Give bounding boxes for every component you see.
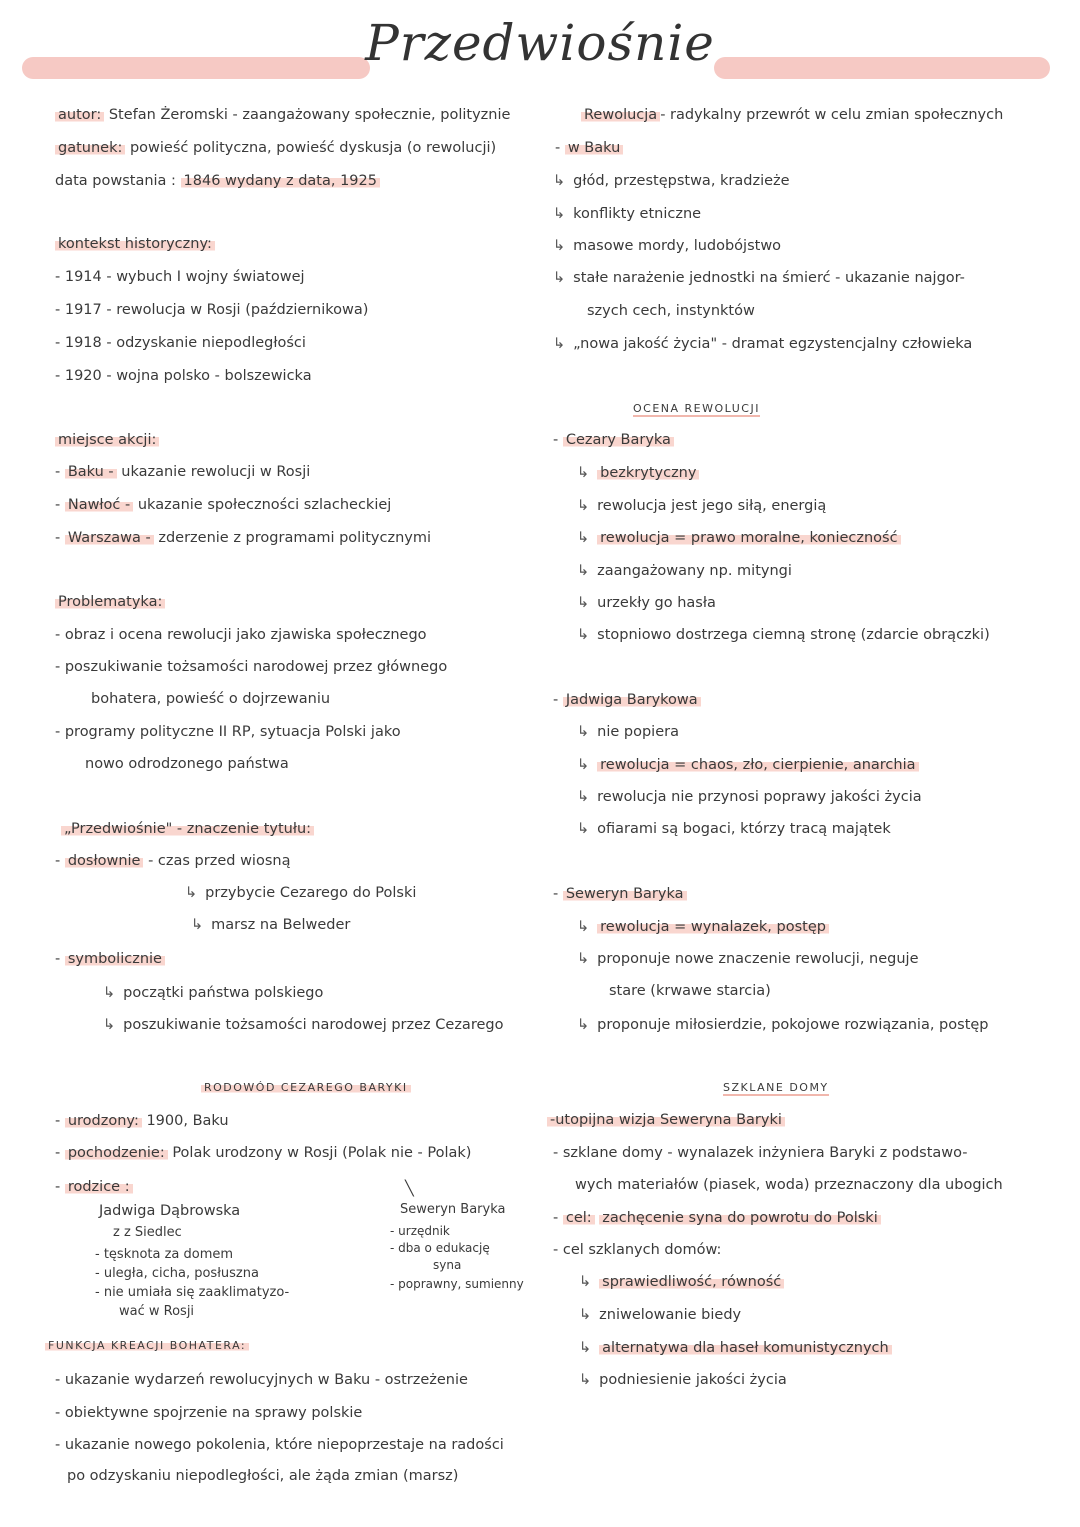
funkcja-line: - ukazanie nowego pokolenia, które niepoprzestaje na radości — [55, 1438, 504, 1453]
jadwiga-item: ↳ ofiarami są bogaci, którzy tracą majątek — [577, 821, 891, 837]
matka-item: wać w Rosji — [119, 1304, 195, 1319]
tytul-heading: „Przedwiośnie" - znaczenie tytułu: — [61, 822, 314, 837]
doslownie-item: ↳ przybycie Cezarego do Polski — [185, 885, 417, 901]
cezary-item: ↳ urzekły go hasła — [577, 595, 716, 611]
problematyka-line: nowo odrodzonego państwa — [85, 756, 289, 772]
kontekst-item: - 1918 - odzyskanie niepodległości — [55, 336, 306, 351]
funkcja-line: - ukazanie wydarzeń rewolucyjnych w Baku - ostrzeżenie — [55, 1373, 468, 1388]
cezary-item: ↳ zaangażowany np. mityngi — [577, 563, 792, 579]
szklane-cel2: - cel szklanych domów: — [553, 1243, 721, 1258]
cezary-item: ↳ bezkrytyczny — [577, 466, 699, 481]
kontekst-item: - 1917 - rewolucja w Rosji (październikowa) — [55, 303, 368, 318]
matka-item: - uległa, cicha, posłuszna — [95, 1267, 259, 1280]
rewolucja-item: ↳ konflikty etniczne — [553, 206, 702, 222]
seweryn-item: ↳ rewolucja = wynalazek, postęp — [577, 920, 829, 935]
kontekst-item: - 1920 - wojna polsko - bolszewicka — [55, 369, 312, 384]
rewolucja-sub: - w Baku — [555, 141, 623, 156]
ojciec-item: - dba o edukację — [390, 1242, 490, 1254]
jadwiga-item: ↳ rewolucja nie przynosi poprawy jakości życia — [577, 789, 922, 805]
miejsce-item: - Warszawa - zderzenie z programami politycznymi — [55, 530, 432, 546]
ocena-heading: OCENA REWOLUCJI — [633, 402, 760, 415]
szklane-cel2-item: ↳ podniesienie jakości życia — [579, 1372, 787, 1388]
szklane-utopia: -utopijna wizja Seweryna Baryki — [547, 1113, 785, 1128]
symbolicznie-item: ↳ poszukiwanie tożsamości narodowej przez Cezarego — [103, 1017, 504, 1033]
miejsce-heading: miejsce akcji: — [55, 433, 159, 448]
jadwiga-item: ↳ rewolucja = chaos, zło, cierpienie, anarchia — [577, 758, 919, 773]
funkcja-line: po odzyskaniu niepodległości, ale żąda zmian (marsz) — [67, 1468, 459, 1484]
matka-sub: z z Siedlec — [113, 1225, 182, 1240]
szklane-cel: - cel: zachęcenie syna do powrotu do Polski — [553, 1211, 881, 1226]
matka-name: Jadwiga Dąbrowska — [99, 1203, 241, 1219]
rewolucja-item: ↳ „nowa jakość życia" - dramat egzystencjalny człowieka — [553, 336, 973, 352]
kontekst-item: - 1914 - wybuch I wojny światowej — [55, 270, 305, 285]
urodzony-line: - urodzony: 1900, Baku — [55, 1113, 229, 1129]
problematyka-line: - obraz i ocena rewolucji jako zjawiska społecznego — [55, 628, 427, 643]
autor-line: autor: Stefan Żeromski - zaangażowany społecznie, polityznie — [55, 108, 510, 123]
szklane-line: wych materiałów (piasek, woda) przeznaczony dla ubogich — [575, 1177, 1003, 1193]
cezary-item: ↳ rewolucja = prawo moralne, konieczność — [577, 531, 901, 546]
kontekst-heading: kontekst historyczny: — [55, 237, 215, 252]
cezary-item: ↳ rewolucja jest jego siłą, energią — [577, 498, 827, 514]
szklane-heading: SZKLANE DOMY — [723, 1081, 829, 1094]
szklane-line: - szklane domy - wynalazek inżyniera Baryki z podstawo- — [553, 1146, 968, 1161]
matka-item: - tęsknota za domem — [95, 1248, 233, 1261]
pochodzenie-line: - pochodzenie: Polak urodzony w Rosji (Polak nie - Polak) — [55, 1145, 472, 1161]
rewolucja-item: ↳ masowe mordy, ludobójstwo — [553, 238, 782, 254]
rodzice-line: - rodzice : — [55, 1180, 133, 1195]
cezary-name: - Cezary Baryka — [553, 433, 674, 448]
problematyka-heading: Problematyka: — [55, 595, 165, 610]
ojciec-item: - urzędnik — [390, 1225, 450, 1237]
szklane-cel2-item: ↳ zniwelowanie biedy — [579, 1307, 742, 1323]
miejsce-item: - Baku - ukazanie rewolucji w Rosji — [55, 464, 311, 480]
miejsce-item: - Nawłoć - ukazanie społeczności szlacheckiej — [55, 497, 392, 513]
seweryn-item: ↳ proponuje miłosierdzie, pokojowe rozwiązania, postęp — [577, 1017, 989, 1033]
page-title: Przedwiośnie — [365, 14, 715, 72]
rewolucja-definition: Rewolucja - radykalny przewrót w celu zmian społecznych — [581, 108, 1003, 123]
problematyka-line: - poszukiwanie tożsamości narodowej przez głównego — [55, 660, 447, 675]
matka-item: - nie umiała się zaaklimatyzo- — [95, 1286, 289, 1299]
szklane-cel2-item: ↳ alternatywa dla haseł komunistycznych — [579, 1341, 892, 1356]
funkcja-line: - obiektywne spojrzenie na sprawy polskie — [55, 1406, 362, 1421]
doslownie-line: - dosłownie - czas przed wiosną — [55, 853, 291, 869]
ojciec-item: - poprawny, sumienny — [390, 1278, 524, 1290]
szklane-cel2-item: ↳ sprawiedliwość, równość — [579, 1275, 784, 1290]
ojciec-item: syna — [433, 1258, 462, 1272]
seweryn-item: stare (krwawe starcia) — [609, 983, 771, 999]
symbolicznie-line: - symbolicznie — [55, 952, 165, 967]
funkcja-heading: FUNKCJA KREACJI BOHATERA: — [45, 1340, 249, 1351]
jadwiga-name: - Jadwiga Barykowa — [553, 693, 701, 708]
seweryn-item: ↳ proponuje nowe znaczenie rewolucji, neguje — [577, 951, 919, 967]
data-line: data powstania : 1846 wydany z data, 1925 — [55, 174, 380, 189]
rewolucja-item: ↳ głód, przestępstwa, kradzieże — [553, 173, 790, 189]
rodzice-connector-icon: ╲ — [405, 1181, 414, 1197]
cezary-item: ↳ stopniowo dostrzega ciemną stronę (zdarcie obrączki) — [577, 627, 990, 643]
seweryn-name: - Seweryn Baryka — [553, 887, 687, 902]
rewolucja-item: ↳ stałe narażenie jednostki na śmierć - ukazanie najgor- — [553, 270, 965, 286]
problematyka-line: - programy polityczne II RP, sytuacja Polski jako — [55, 725, 401, 740]
ojciec-name: Seweryn Baryka — [400, 1202, 506, 1217]
rewolucja-item: szych cech, instynktów — [587, 303, 755, 319]
problematyka-line: bohatera, powieść o dojrzewaniu — [91, 691, 331, 707]
symbolicznie-item: ↳ początki państwa polskiego — [103, 985, 324, 1001]
jadwiga-item: ↳ nie popiera — [577, 724, 679, 740]
rodowod-heading: RODOWÓD CEZAREGO BARYKI — [201, 1082, 411, 1093]
doslownie-item: ↳ marsz na Belweder — [191, 917, 351, 933]
gatunek-line: gatunek: powieść polityczna, powieść dyskusja (o rewolucji) — [55, 141, 496, 156]
